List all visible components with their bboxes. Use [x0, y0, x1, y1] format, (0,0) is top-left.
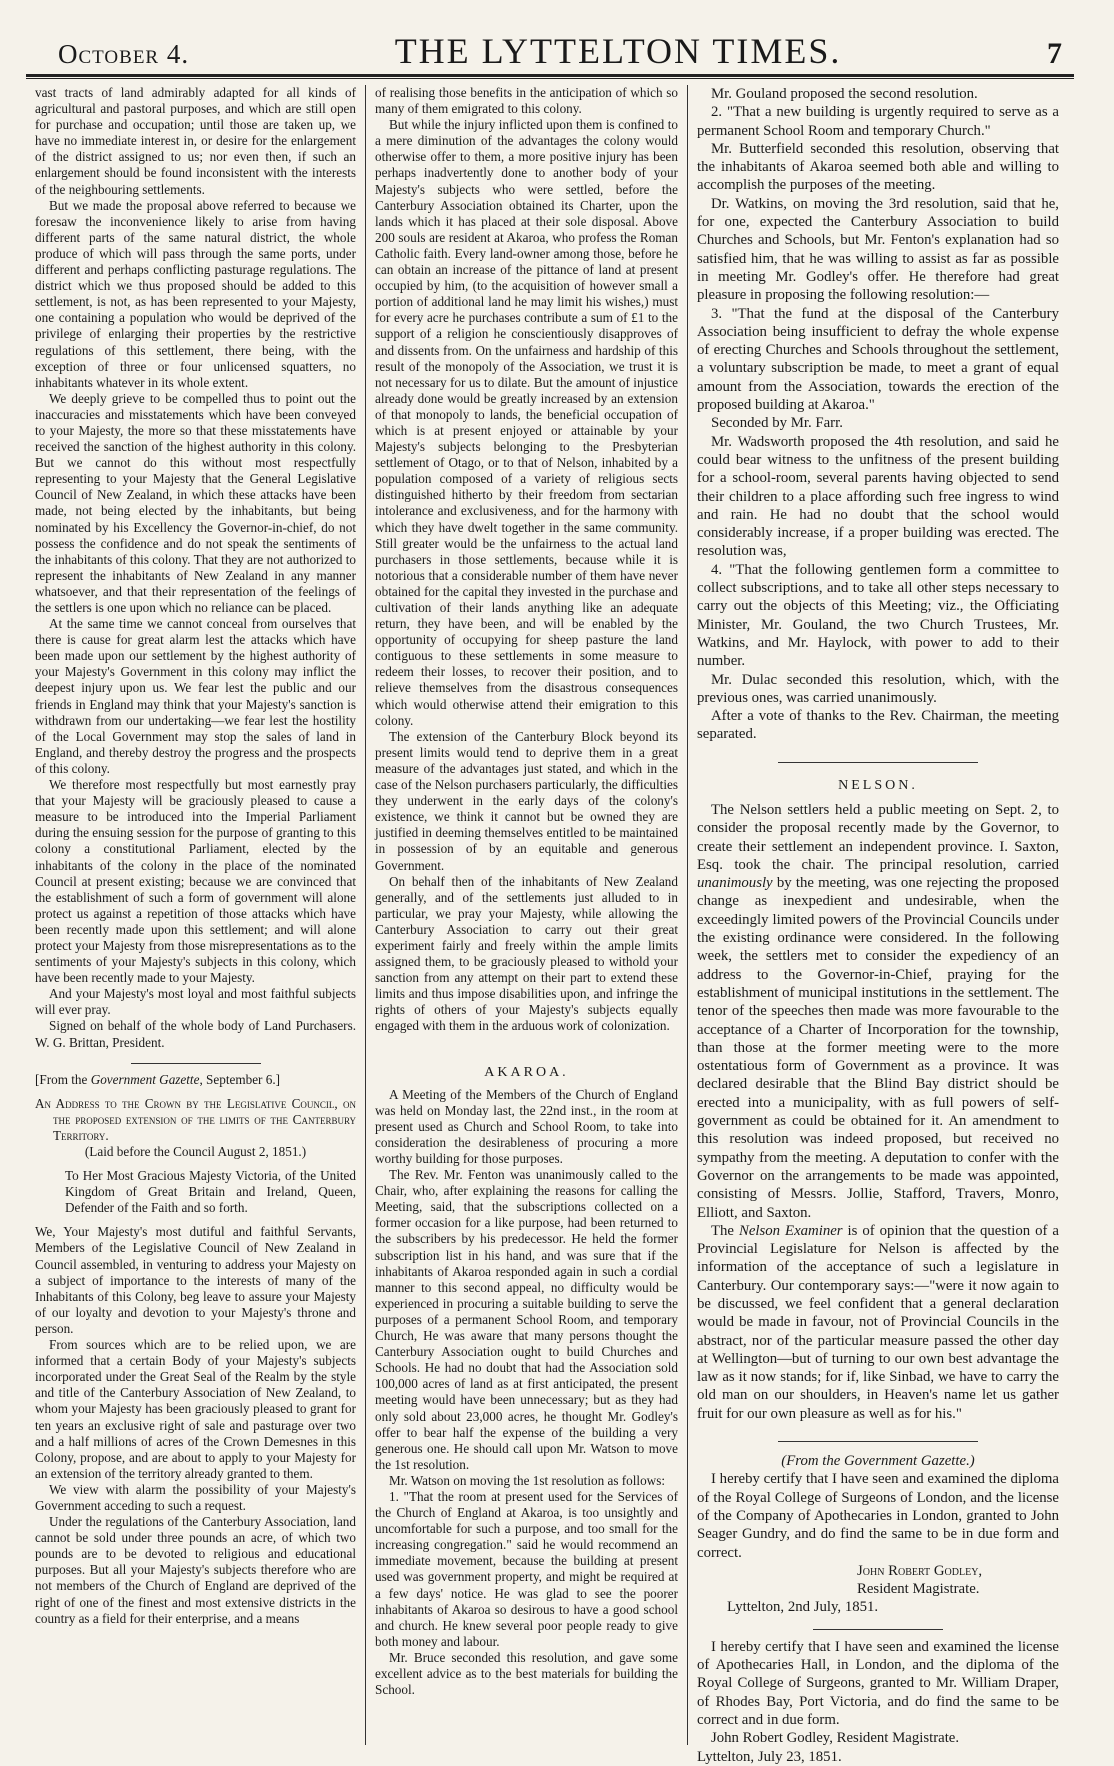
section-heading-akaroa: AKAROA. — [484, 1064, 569, 1080]
paragraph: A Meeting of the Members of the Church of England was held on Monday last, the 22nd inst., in the room at present used as Church and School Room, to take into consideration the desirableness of procuring a more worthy building for those purposes. — [375, 1086, 678, 1166]
paragraph: We, Your Majesty's most dutiful and faithful Servants, Members of the Legislative Council of New Zealand in Council assembled, in venturing to address your Majesty on a subject of importance to the interests of many of the Inhabitants of this Colony, beg leave to assure your Majesty of our loyalty and devotion to your Majesty's throne and person. — [35, 1224, 356, 1336]
paragraph: Mr. Dulac seconded this resolution, which, with the previous ones, was carried unanimously. — [697, 671, 1059, 706]
signature-title: Resident Magistrate. — [857, 1581, 980, 1598]
paragraph: Mr. Watson on moving the 1st resolution as follows: — [389, 1472, 665, 1488]
divider — [778, 1441, 978, 1442]
paragraph: Mr. Wadsworth proposed the 4th resolution, and said he could bear witness to the unfitness of the present building for a school-room, several parents having objected to send their children to a place affording such free ingress to wind and rain. He had no doubt that the school would considerably increase, if a proper building was erected. The resolution was, — [697, 433, 1059, 560]
signature-date: Lyttelton, July 23, 1851. — [697, 1748, 842, 1765]
paragraph: And your Majesty's most loyal and most faithful subjects will ever pray. — [35, 986, 356, 1018]
columns — [26, 85, 1074, 1765]
masthead — [26, 30, 1074, 72]
paragraph: 4. "That the following gentlemen form a committee to collect subscriptions, and to take all other steps necessary to carry out the objects of this Meeting; viz., the Officiating Minister, Mr. Gouland, the two Church Trustees, Mr. Watkins, and Mr. Haylock, with power to add to their number. — [697, 561, 1059, 670]
newspaper-title: THE LYTTELTON TIMES. — [394, 31, 842, 71]
column-2 — [366, 85, 688, 1745]
masthead-rule — [26, 74, 1074, 79]
paragraph: 3. "That the fund at the disposal of the Canterbury Association being insufficient to defray the whole expense of erecting Churches and Schools throughout the settlement, a voluntary subscription be made, to meet a grant of equal amount from the Association, towards the erection of the proposed building at Akaroa." — [697, 305, 1059, 414]
gazette-source: (From the Government Gazette.) — [781, 1453, 975, 1470]
signature-name: John Robert Godley, — [857, 1562, 983, 1579]
paragraph: But we made the proposal above referred to because we foresaw the inconvenience likely to arise from having different parts of the same natural district, the whole produce of which will pass through the same ports, under different and perhaps conflicting pasturage regulations. The district which we thus proposed should be added to this settlement, is not, as has been represented to your Majesty, one containing a population who would be deprived of the privilege of enlarging their properties by the restrictive regulations of this settlement, there being, with the exception of three or four unlicensed squatters, no inhabitants whatever in its whole extent. — [35, 197, 356, 390]
paragraph: Mr. Bruce seconded this resolution, and gave some excellent advice as to the best materials for building the School. — [375, 1649, 678, 1698]
laid-note: (Laid before the Council August 2, 1851.) — [84, 1144, 307, 1159]
paragraph: The Nelson settlers held a public meeting on Sept. 2, to consider the proposal recently made by the Governor, to create their settlement an independent province. I. Saxton, Esq. took the chair. The principal resolution, carried unanimously by the meeting, was one rejecting the proposed change as inexpedient and undesirable, when the exceedingly limited powers of the Provincial Councils under the existing ordinance were considered. In the following week, the settlers met to consider the expediency of an address to the Governor-in-Chief, praying for the establishment of municipal institutions in the settlement. The tenor of the speeches then made was more favourable to the acceptance of a Charter of Incorporation for the township, than those at the former meeting were to the more ostentatious form of Government as a province. It was declared desirable that the Blind Bay district should be erected into a municipality, with as full powers of self-government as could be obtained for it. An amendment to this resolution was indeed proposed, but received no sympathy from the meeting. A deputation to confer with the Governor on the arrangements to be made was appointed, consisting of Messrs. Jollie, Stafford, Travers, Monro, Elliott, and Saxton. — [697, 801, 1059, 1221]
paragraph: of realising those benefits in the anticipation of which so many of them emigrated to this colony. — [375, 85, 678, 117]
signature-date: Lyttelton, 2nd July, 1851. — [727, 1599, 879, 1616]
page-number: 7 — [1046, 37, 1062, 70]
paragraph: From sources which are to be relied upon, we are informed that a certain Body of your Majesty's subjects incorporated under the Great Seal of the Realm by the style and title of the Canterbury Association of New Zealand, to whom your Majesty has been graciously pleased to grant for ten years an exclusive right of sale and pasturage over two and a half millions of acres of the Crown Demesnes in this Colony, propose, and are about to apply to your Majesty for an extension of the territory already granted to them. — [35, 1337, 356, 1481]
paragraph: 2. "That a new building is urgently required to serve as a permanent School Room and temporary Church." — [697, 104, 1059, 139]
paragraph: We deeply grieve to be compelled thus to point out the inaccuracies and misstatements which have been conveyed to your Majesty, the more so that these misstatements have received the sanction of the highest authority in this colony. But we cannot do this without most respectfully representing to your Majesty that the General Legislative Council of New Zealand, in which these attacks have been made, not being elected by the inhabitants, but being nominated by his Excellency the Governor-in-chief, do not possess the confidence and do not speak the sentiments of the inhabitants of this colony. That they are not authorized to represent the inhabitants of New Zealand in any manner whatsoever, and that their representation of the feelings of the settlers is one upon which no reliance can be placed. — [35, 390, 356, 615]
column-3 — [688, 85, 1068, 1765]
source-name: Government Gazette — [90, 1071, 200, 1087]
issue-date: October 4. — [58, 39, 190, 69]
paragraph: vast tracts of land admirably adapted for all kinds of agricultural and pastoral purposes, and which are still open for purchase and occupation; until those are taken up, we have no immediate interest in, or desire for the enlargement of the district assigned to us; nor even then, if such an enlargement should be found inconsistent with the interests of the neighbouring settlements. — [35, 85, 356, 197]
paragraph: At the same time we cannot conceal from ourselves that there is cause for great alarm lest the attacks which have been made upon our settlement by the highest authority of your Majesty's Government in this colony may inflict the deepest injury upon us. We fear lest the public and our friends in England may think that your Majesty's sanction is withdrawn from our undertaking—we fear lest the hostility of the Local Government may stop the sales of land in England, and thereby destroy the progress and the prospects of this colony. — [35, 616, 356, 776]
signature-line: Signed on behalf of the whole body of Land Purchasers. W. G. Brittan, President. — [35, 1018, 356, 1050]
emphasis: unanimously — [697, 875, 773, 892]
paragraph: But while the injury inflicted upon them is confined to a mere diminution of the advantages the colony would otherwise offer to them, a more positive injury has been perhaps inadvertently done to another body of your Majesty's subjects who were settled, before the Canterbury Association obtained its Charter, upon the lands which it has placed at their sole disposal. Above 200 souls are resident at Akaroa, who profess the Roman Catholic faith. Every land-owner among those, before he can obtain an increase of the pittance of land at present occupied by him, (to the acquisition of however small a portion of additional land he may limit his wishes,) must for every acre he purchases contribute a sum of £1 to the support of a religion he conscientiously disapproves of and dissents from. On the unfairness and hardship of this result of the monopoly of the Association, we trust it is not necessary for us to dilate. But the amount of injustice already done would be greatly increased by an extension of that monopoly to lands, the beneficial occupation of which is at present enjoyed or attainable by your Majesty's subjects belonging to the Presbyterian settlement of Otago, or to that of Nelson, inhabited by a population composed of a variety of religious sects distinguished hitherto by their freedom from sectarian intolerance and exclusiveness, and for the harmony with which they have dwelt together in the same community. Still greater would be the unfairness to the actual land purchasers in those settlements, because while it is notorious that a considerable number of them have never obtained for the capital they invested in the purchase and cultivation of their lands anything like an adequate return, they have been, and will be enabled by the opportunity of occupying for sheep pasture the land contiguous to these settlements in some measure to redeem their losses, to recover their position, and to relieve themselves from the disastrous consequences which would otherwise attend their emigration to this colony. — [375, 117, 678, 728]
paragraph: The extension of the Canterbury Block beyond its present limits would tend to deprive them in a great measure of the advantages just stated, and which in the case of the Nelson purchasers particularly, the difficulties they underwent in the early days of the colony's existence, we think it cannot but be owned they are justified in deeming themselves entitled to be maintained in possession of by an equitable and generous Government. — [375, 728, 678, 873]
paragraph: Mr. Butterfield seconded this resolution, observing that the inhabitants of Akaroa seemed both able and willing to accomplish the purposes of the meeting. — [697, 140, 1059, 194]
source-note: [From the Government Gazette, September 6.] — [35, 1071, 281, 1087]
paragraph: We therefore most respectfully but most earnestly pray that your Majesty will be graciously pleased to cause a measure to be introduced into the Imperial Parliament during the ensuing session for the purpose of granting to this colony a constitutional Parliament, elected by the inhabitants of the colony in the place of the nominated Council at present existing; because we are convinced that the establishment of such a form of government will alone protect us against a repetition of those attacks which have been recently made upon this settlement; and will alone protect your Majesty from those misrepresentations as to the sentiments of your Majesty's subjects in this colony, which have been recently made to your Majesty. — [35, 777, 356, 986]
publication-name: Nelson Examiner — [738, 1222, 843, 1239]
divider — [778, 762, 978, 763]
paragraph: We view with alarm the possibility of your Majesty's Government acceding to such a request. — [35, 1481, 356, 1513]
paragraph: Seconded by Mr. Farr. — [711, 415, 843, 432]
address-title: An Address to the Crown by the Legislative Council, on the proposed extension of the limits of the Canterbury Territory. — [35, 1095, 356, 1143]
paragraph: Mr. Gouland proposed the second resolution. — [711, 86, 978, 102]
section-heading-nelson: NELSON. — [838, 777, 918, 793]
paragraph: Under the regulations of the Canterbury Association, land cannot be sold under three pounds an acre, of which two pounds are to be devoted to religious and educational purposes. But all your Majesty's subjects therefore who are not members of the Church of England are deprived of the right of one of the finest and most extensive districts in the country as a field for their enterprise, and a means — [35, 1514, 356, 1626]
paragraph: I hereby certify that I have seen and examined the diploma of the Royal College of Surgeons of London, and the license of the Company of Apothecaries in London, granted to John Seager Gundry, and do find the same to be in due form and correct. — [697, 1471, 1059, 1561]
paragraph: Dr. Watkins, on moving the 3rd resolution, said that he, for one, expected the Canterbury Association to build Churches and Schools, but Mr. Fenton's explanation had so satisfied him, that he was willing to assist as far as possible in meeting Mr. Godley's offer. He therefore had great pleasure in proposing the following resolution:— — [697, 195, 1059, 304]
paragraph: 1. "That the room at present used for the Services of the Church of England at Akaroa, is too unsightly and uncomfortable for such a purpose, and too small for the increasing congregation." said he would recommend an immediate movement, because the building at present used was government property, and might be required at a few days' notice. He was glad to see the poorer inhabitants of Akaroa so desirous to have a good school and church. He knew several poor people ready to give both money and labour. — [375, 1488, 678, 1649]
paragraph: I hereby certify that I have seen and examined the license of Apothecaries Hall, in London, and the diploma of the Royal College of Surgeons, granted to Mr. William Draper, of Rhodes Bay, Port Victoria, and do find the same to be correct and in due form. — [697, 1638, 1059, 1728]
divider — [813, 1629, 943, 1630]
paragraph: The Nelson Examiner is of opinion that the question of a Provincial Legislature for Nelson is affected by the information of the acceptance of such a legislature in Canterbury. Our contemporary says:—"were it now again to be discussed, we feel confident that a general declaration would be made in favour, not of Provincial Councils in the abstract, nor of the particular measure passed the other day at Wellington—but of turning to our own best advantage the law as it now stands; for if, like Sinbad, we have to carry the old man on our shoulders, in Heaven's name let us gather fruit for our own pleasure as well as for his." — [697, 1222, 1059, 1422]
column-1 — [26, 85, 366, 1745]
salutation: To Her Most Gracious Majesty Victoria, of the United Kingdom of Great Britain and Ireland, Queen, Defender of the Faith and so forth. — [65, 1168, 356, 1216]
paragraph: On behalf then of the inhabitants of New Zealand generally, and of the settlements just alluded to in particular, we pray your Majesty, while allowing the Canterbury Association to carry out their great experiment fairly and freely within the ample limits assigned them, to be graciously pleased to withold your sanction from any attempt on their part to extend these limits and thus impose disabilities upon, and infringe the rights of others of your Majesty's subjects equally engaged with them in the arduous work of colonization. — [375, 873, 678, 1034]
divider — [131, 1063, 261, 1064]
paragraph: The Rev. Mr. Fenton was unanimously called to the Chair, who, after explaining the reasons for calling the Meeting, said, that the subscriptions collected on a former occasion for a like purpose, had been returned to the subscribers by his predecessor. He held the former subscription list in his hand, and was sure that if the inhabitants of Akaroa responded again in such a cordial manner to this second appeal, no difficulty would be experienced in procuring a suitable building to serve the purposes of a permanent School Room, and temporary Church, He was aware that many persons thought the Canterbury Association ought to build Churches and Schools. He had no doubt that had the Association sold 100,000 acres of land as at first anticipated, the present meeting would have been unnecessary; but as they had only sold about 23,000 acres, he thought Mr. Godley's offer to bear half the expense of the building a very generous one. He should call upon Mr. Watson to move the 1st resolution. — [375, 1167, 678, 1472]
paragraph: After a vote of thanks to the Rev. Chairman, the meeting separated. — [697, 708, 1059, 743]
signature-line: John Robert Godley, Resident Magistrate. — [711, 1730, 960, 1747]
